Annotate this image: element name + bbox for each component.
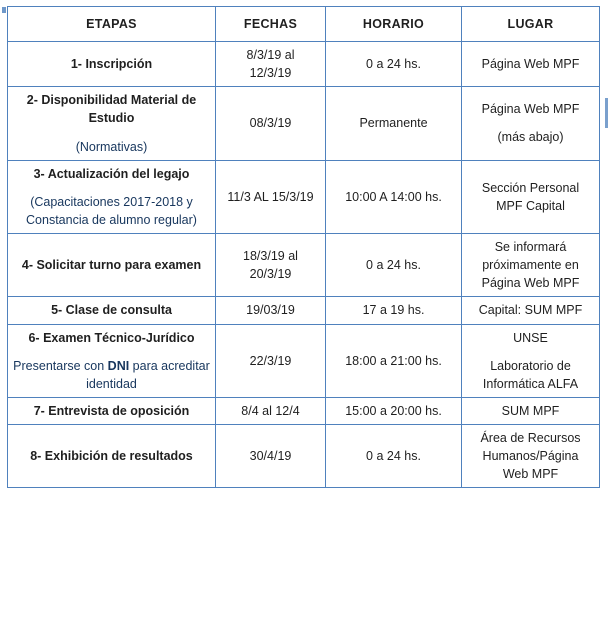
- cell-lugar-line: Área de Recursos: [480, 431, 581, 445]
- cell-horario: [326, 324, 462, 397]
- cell-horario-line: 0 a 24 hs.: [366, 57, 421, 72]
- cell-lugar-line: MPF Capital: [496, 198, 565, 213]
- cell-lugar-line: SUM MPF: [501, 403, 560, 418]
- table-row: [8, 234, 600, 297]
- cell-lugar-line: próximamente en: [482, 258, 579, 273]
- etapa-subtitle: Presentarse con DNI para acreditar identidad: [13, 358, 210, 391]
- cell-lugar-line: Informática ALFA: [482, 376, 579, 391]
- cell-horario-line: Permanente: [359, 116, 428, 131]
- cell-fechas-line: 30/4/19: [249, 449, 292, 464]
- cell-etapa: [8, 324, 216, 397]
- table-row: [8, 324, 600, 397]
- cell-horario: [326, 42, 462, 87]
- cell-horario-line: 0 a 24 hs.: [366, 258, 421, 273]
- cell-fechas: [216, 160, 326, 233]
- cell-fechas-line: 08/3/19: [249, 116, 292, 131]
- lugar-spacer: [466, 118, 595, 128]
- etapa-subtitle: (Capacitaciones 2017-2018 y Constancia de alumno regular): [26, 194, 197, 227]
- table-row: [8, 87, 600, 160]
- cell-fechas: [216, 42, 326, 87]
- cell-etapa: [8, 397, 216, 424]
- cell-etapa: [8, 87, 216, 160]
- cell-horario: [326, 87, 462, 160]
- cell-lugar: [462, 425, 600, 488]
- cell-lugar-line: Se informará: [494, 240, 567, 254]
- cell-horario: [326, 160, 462, 233]
- cell-lugar: [462, 160, 600, 233]
- table-row: [8, 160, 600, 233]
- column-header-lugar: LUGAR: [462, 7, 600, 42]
- cell-fechas: [216, 324, 326, 397]
- cell-fechas-line: 11/3 AL 15/3/19: [227, 189, 314, 204]
- cell-fechas: [216, 425, 326, 488]
- cell-fechas-line: 8/4 al 12/4: [241, 403, 300, 418]
- cell-lugar: [462, 324, 600, 397]
- table-body: [8, 42, 600, 488]
- etapa-spacer: [12, 128, 211, 138]
- etapa-title: 7- Entrevista de oposición: [33, 403, 190, 418]
- cell-lugar: [462, 297, 600, 324]
- column-header-etapas: ETAPAS: [8, 7, 216, 42]
- cell-lugar-line: (más abajo): [497, 130, 564, 145]
- cell-fechas-line: 19/03/19: [246, 303, 295, 318]
- table-row: [8, 297, 600, 324]
- cell-lugar: [462, 42, 600, 87]
- etapa-title: 1- Inscripción: [70, 57, 153, 72]
- etapa-subtitle: (Normativas): [75, 139, 148, 154]
- cell-fechas-line: 20/3/19: [249, 267, 292, 282]
- document-page: [0, 6, 609, 618]
- cell-fechas-line: 8/3/19 al: [246, 48, 295, 62]
- cell-horario-line: 18:00 a 21:00 hs.: [345, 353, 442, 368]
- cell-horario: [326, 425, 462, 488]
- etapa-title: 5- Clase de consulta: [51, 303, 172, 318]
- cell-lugar-line: Capital: SUM MPF: [478, 303, 583, 318]
- cell-horario-line: 15:00 a 20:00 hs.: [345, 403, 442, 418]
- cell-horario: [326, 297, 462, 324]
- cell-horario: [326, 234, 462, 297]
- cell-lugar-line: Humanos/Página: [482, 449, 579, 464]
- cell-horario-line: 0 a 24 hs.: [366, 449, 421, 464]
- cell-fechas-line: 12/3/19: [249, 66, 292, 81]
- cell-etapa: [8, 160, 216, 233]
- cell-lugar-line: Página Web MPF: [481, 276, 580, 291]
- table-row: [8, 42, 600, 87]
- etapa-title: 6- Examen Técnico-Jurídico: [28, 330, 195, 345]
- cell-horario-line: 10:00 A 14:00 hs.: [345, 189, 442, 204]
- cell-etapa: [8, 297, 216, 324]
- etapa-title: 3- Actualización del legajo: [33, 166, 190, 181]
- cell-horario-line: 17 a 19 hs.: [362, 303, 425, 318]
- table-row: [8, 425, 600, 488]
- scan-artifact-right: [605, 98, 608, 128]
- cell-lugar-line: Web MPF: [502, 467, 559, 482]
- cell-fechas-line: 18/3/19 al: [243, 249, 298, 264]
- cell-lugar: [462, 87, 600, 160]
- cell-horario: [326, 397, 462, 424]
- cell-lugar: [462, 397, 600, 424]
- cell-lugar-line: Laboratorio de: [490, 358, 571, 373]
- cell-etapa: [8, 234, 216, 297]
- etapa-title: 8- Exhibición de resultados: [30, 449, 193, 464]
- table-header-row: [8, 7, 600, 42]
- cell-fechas: [216, 87, 326, 160]
- cell-fechas: [216, 397, 326, 424]
- lugar-spacer: [466, 347, 595, 357]
- schedule-table: [7, 6, 600, 488]
- cell-lugar-line: UNSE: [513, 330, 548, 345]
- cell-etapa: [8, 425, 216, 488]
- etapa-spacer: [12, 183, 211, 193]
- cell-lugar-line: Página Web MPF: [481, 102, 580, 117]
- cell-lugar-line: Sección Personal: [481, 180, 580, 195]
- table-header: [8, 7, 600, 42]
- scan-artifact-left: [2, 7, 6, 13]
- table-row: [8, 397, 600, 424]
- column-header-fechas: FECHAS: [216, 7, 326, 42]
- cell-fechas: [216, 234, 326, 297]
- etapa-spacer: [12, 347, 211, 357]
- etapa-title: 4- Solicitar turno para examen: [21, 258, 202, 273]
- column-header-horario: HORARIO: [326, 7, 462, 42]
- cell-fechas: [216, 297, 326, 324]
- cell-lugar-line: Página Web MPF: [481, 57, 580, 72]
- cell-etapa: [8, 42, 216, 87]
- cell-fechas-line: 22/3/19: [249, 353, 292, 368]
- cell-lugar: [462, 234, 600, 297]
- etapa-title: 2- Disponibilidad Material de Estudio: [26, 93, 197, 126]
